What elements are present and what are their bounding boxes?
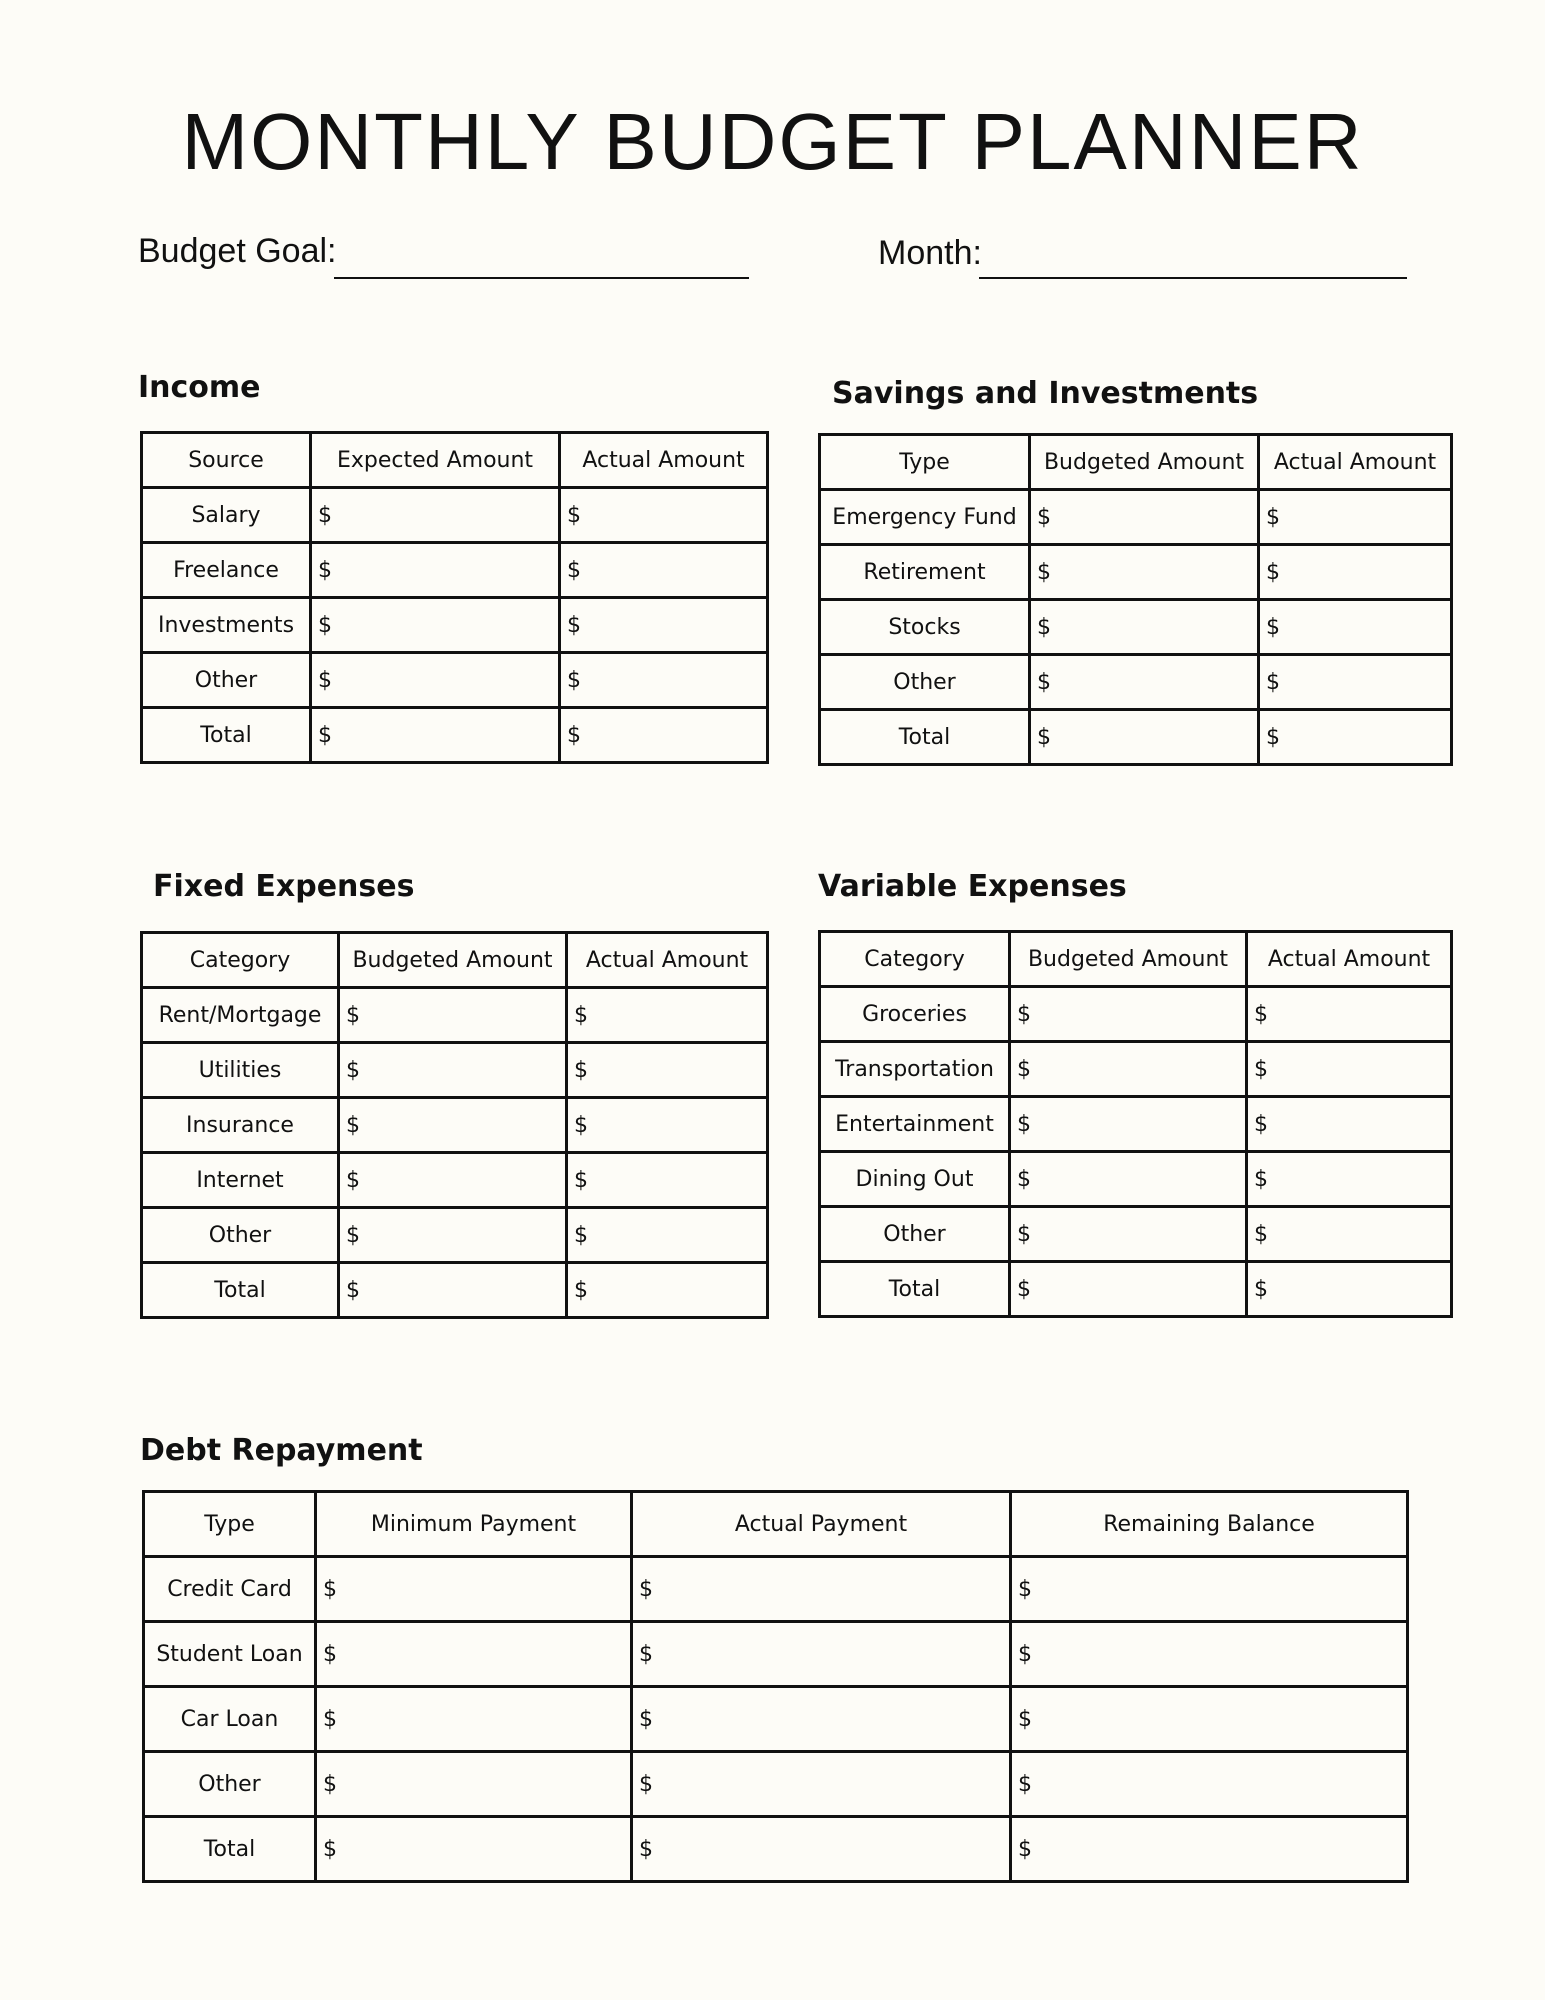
table-row: [820, 987, 1452, 1042]
amount-cell[interactable]: $: [316, 1622, 632, 1687]
column-header: Budgeted Amount: [339, 933, 567, 988]
amount-cell[interactable]: $: [632, 1752, 1011, 1817]
amount-cell[interactable]: $: [1011, 1752, 1408, 1817]
row-label: Investments: [142, 598, 311, 653]
row-label: Groceries: [820, 987, 1010, 1042]
column-header: Actual Amount: [560, 433, 768, 488]
amount-cell[interactable]: $: [560, 488, 768, 543]
amount-cell[interactable]: $: [567, 1208, 768, 1263]
debt-repayment-table: [142, 1490, 1409, 1883]
amount-cell[interactable]: $: [339, 1208, 567, 1263]
column-header: Budgeted Amount: [1030, 435, 1259, 490]
column-header: Category: [820, 932, 1010, 987]
row-label: Total: [820, 710, 1030, 765]
amount-cell[interactable]: $: [560, 543, 768, 598]
amount-cell[interactable]: $: [567, 1153, 768, 1208]
table-row: [142, 1263, 768, 1318]
amount-cell[interactable]: $: [1010, 1207, 1247, 1262]
column-header: Actual Amount: [567, 933, 768, 988]
amount-cell[interactable]: $: [316, 1817, 632, 1882]
amount-cell[interactable]: $: [1259, 710, 1452, 765]
amount-cell[interactable]: $: [1010, 987, 1247, 1042]
row-label: Other: [142, 653, 311, 708]
debt-repayment-heading: Debt Repayment: [140, 1433, 423, 1468]
row-label: Other: [144, 1752, 316, 1817]
table-row: [142, 1098, 768, 1153]
column-header: Actual Amount: [1259, 435, 1452, 490]
savings-heading: Savings and Investments: [832, 376, 1259, 411]
amount-cell[interactable]: $: [567, 1263, 768, 1318]
amount-cell[interactable]: $: [560, 598, 768, 653]
amount-cell[interactable]: $: [1030, 545, 1259, 600]
column-header: Type: [820, 435, 1030, 490]
amount-cell[interactable]: $: [316, 1752, 632, 1817]
column-header: Budgeted Amount: [1010, 932, 1247, 987]
row-label: Total: [142, 1263, 339, 1318]
table-row: [144, 1557, 1408, 1622]
amount-cell[interactable]: $: [339, 1043, 567, 1098]
income-header-row: [142, 433, 768, 488]
amount-cell[interactable]: $: [1259, 490, 1452, 545]
budget-goal-input-line[interactable]: [334, 277, 749, 279]
row-label: Other: [820, 655, 1030, 710]
page-title: MONTHLY BUDGET PLANNER: [181, 97, 1364, 186]
table-row: [820, 1262, 1452, 1317]
table-row: [144, 1817, 1408, 1882]
amount-cell[interactable]: $: [567, 1043, 768, 1098]
amount-cell[interactable]: $: [1010, 1097, 1247, 1152]
variable-expenses-table: [818, 930, 1453, 1318]
fixed-expenses-table: [140, 931, 769, 1319]
column-header: Type: [144, 1492, 316, 1557]
amount-cell[interactable]: $: [1247, 1042, 1452, 1097]
amount-cell[interactable]: $: [311, 653, 560, 708]
table-row: [820, 710, 1452, 765]
amount-cell[interactable]: $: [311, 543, 560, 598]
month-label: Month:: [878, 234, 982, 272]
amount-cell[interactable]: $: [560, 708, 768, 763]
amount-cell[interactable]: $: [632, 1557, 1011, 1622]
column-header: Expected Amount: [311, 433, 560, 488]
table-row: [820, 1207, 1452, 1262]
fixed-header-row: [142, 933, 768, 988]
table-row: [142, 653, 768, 708]
amount-cell[interactable]: $: [316, 1557, 632, 1622]
amount-cell[interactable]: $: [1247, 1207, 1452, 1262]
amount-cell[interactable]: $: [339, 1098, 567, 1153]
column-header: Remaining Balance: [1011, 1492, 1408, 1557]
row-label: Emergency Fund: [820, 490, 1030, 545]
month-input-line[interactable]: [979, 277, 1407, 279]
row-label: Stocks: [820, 600, 1030, 655]
amount-cell[interactable]: $: [311, 598, 560, 653]
amount-cell[interactable]: $: [1259, 545, 1452, 600]
amount-cell[interactable]: $: [311, 488, 560, 543]
column-header: Category: [142, 933, 339, 988]
amount-cell[interactable]: $: [316, 1687, 632, 1752]
row-label: Total: [142, 708, 311, 763]
amount-cell[interactable]: $: [1011, 1622, 1408, 1687]
table-row: [142, 708, 768, 763]
debt-header-row: [144, 1492, 1408, 1557]
table-row: [820, 1097, 1452, 1152]
savings-table: [818, 433, 1453, 766]
amount-cell[interactable]: $: [1030, 600, 1259, 655]
amount-cell[interactable]: $: [339, 988, 567, 1043]
table-row: [820, 1042, 1452, 1097]
table-row: [142, 598, 768, 653]
row-label: Other: [142, 1208, 339, 1263]
amount-cell[interactable]: $: [1010, 1152, 1247, 1207]
table-row: [144, 1752, 1408, 1817]
variable-header-row: [820, 932, 1452, 987]
amount-cell[interactable]: $: [1259, 655, 1452, 710]
amount-cell[interactable]: $: [1247, 1262, 1452, 1317]
table-row: [144, 1687, 1408, 1752]
column-header: Minimum Payment: [316, 1492, 632, 1557]
row-label: Credit Card: [144, 1557, 316, 1622]
amount-cell[interactable]: $: [1247, 1152, 1452, 1207]
row-label: Internet: [142, 1153, 339, 1208]
amount-cell[interactable]: $: [1011, 1817, 1408, 1882]
column-header: Actual Amount: [1247, 932, 1452, 987]
table-row: [820, 490, 1452, 545]
amount-cell[interactable]: $: [567, 1098, 768, 1153]
income-table: [140, 431, 769, 764]
row-label: Entertainment: [820, 1097, 1010, 1152]
income-heading: Income: [138, 370, 261, 405]
table-row: [144, 1622, 1408, 1687]
table-row: [142, 988, 768, 1043]
amount-cell[interactable]: $: [1010, 1042, 1247, 1097]
table-row: [142, 543, 768, 598]
row-label: Dining Out: [820, 1152, 1010, 1207]
amount-cell[interactable]: $: [1011, 1687, 1408, 1752]
amount-cell[interactable]: $: [560, 653, 768, 708]
table-row: [142, 1208, 768, 1263]
amount-cell[interactable]: $: [339, 1153, 567, 1208]
row-label: Freelance: [142, 543, 311, 598]
amount-cell[interactable]: $: [1247, 987, 1452, 1042]
table-row: [820, 600, 1452, 655]
row-label: Total: [820, 1262, 1010, 1317]
amount-cell[interactable]: $: [1030, 490, 1259, 545]
amount-cell[interactable]: $: [1259, 600, 1452, 655]
column-header: Actual Payment: [632, 1492, 1011, 1557]
amount-cell[interactable]: $: [1030, 655, 1259, 710]
column-header: Source: [142, 433, 311, 488]
variable-expenses-heading: Variable Expenses: [818, 869, 1127, 904]
amount-cell[interactable]: $: [1247, 1097, 1452, 1152]
amount-cell[interactable]: $: [1030, 710, 1259, 765]
amount-cell[interactable]: $: [632, 1687, 1011, 1752]
budget-goal-label: Budget Goal:: [138, 232, 337, 270]
table-row: [820, 545, 1452, 600]
table-row: [820, 1152, 1452, 1207]
row-label: Total: [144, 1817, 316, 1882]
amount-cell[interactable]: $: [632, 1622, 1011, 1687]
row-label: Car Loan: [144, 1687, 316, 1752]
table-row: [142, 1043, 768, 1098]
row-label: Utilities: [142, 1043, 339, 1098]
savings-header-row: [820, 435, 1452, 490]
table-row: [820, 655, 1452, 710]
row-label: Salary: [142, 488, 311, 543]
table-row: [142, 1153, 768, 1208]
amount-cell[interactable]: $: [1010, 1262, 1247, 1317]
fixed-expenses-heading: Fixed Expenses: [153, 869, 415, 904]
row-label: Rent/Mortgage: [142, 988, 339, 1043]
row-label: Transportation: [820, 1042, 1010, 1097]
amount-cell[interactable]: $: [567, 988, 768, 1043]
amount-cell[interactable]: $: [1011, 1557, 1408, 1622]
amount-cell[interactable]: $: [339, 1263, 567, 1318]
row-label: Other: [820, 1207, 1010, 1262]
row-label: Retirement: [820, 545, 1030, 600]
row-label: Insurance: [142, 1098, 339, 1153]
amount-cell[interactable]: $: [311, 708, 560, 763]
row-label: Student Loan: [144, 1622, 316, 1687]
amount-cell[interactable]: $: [632, 1817, 1011, 1882]
table-row: [142, 488, 768, 543]
